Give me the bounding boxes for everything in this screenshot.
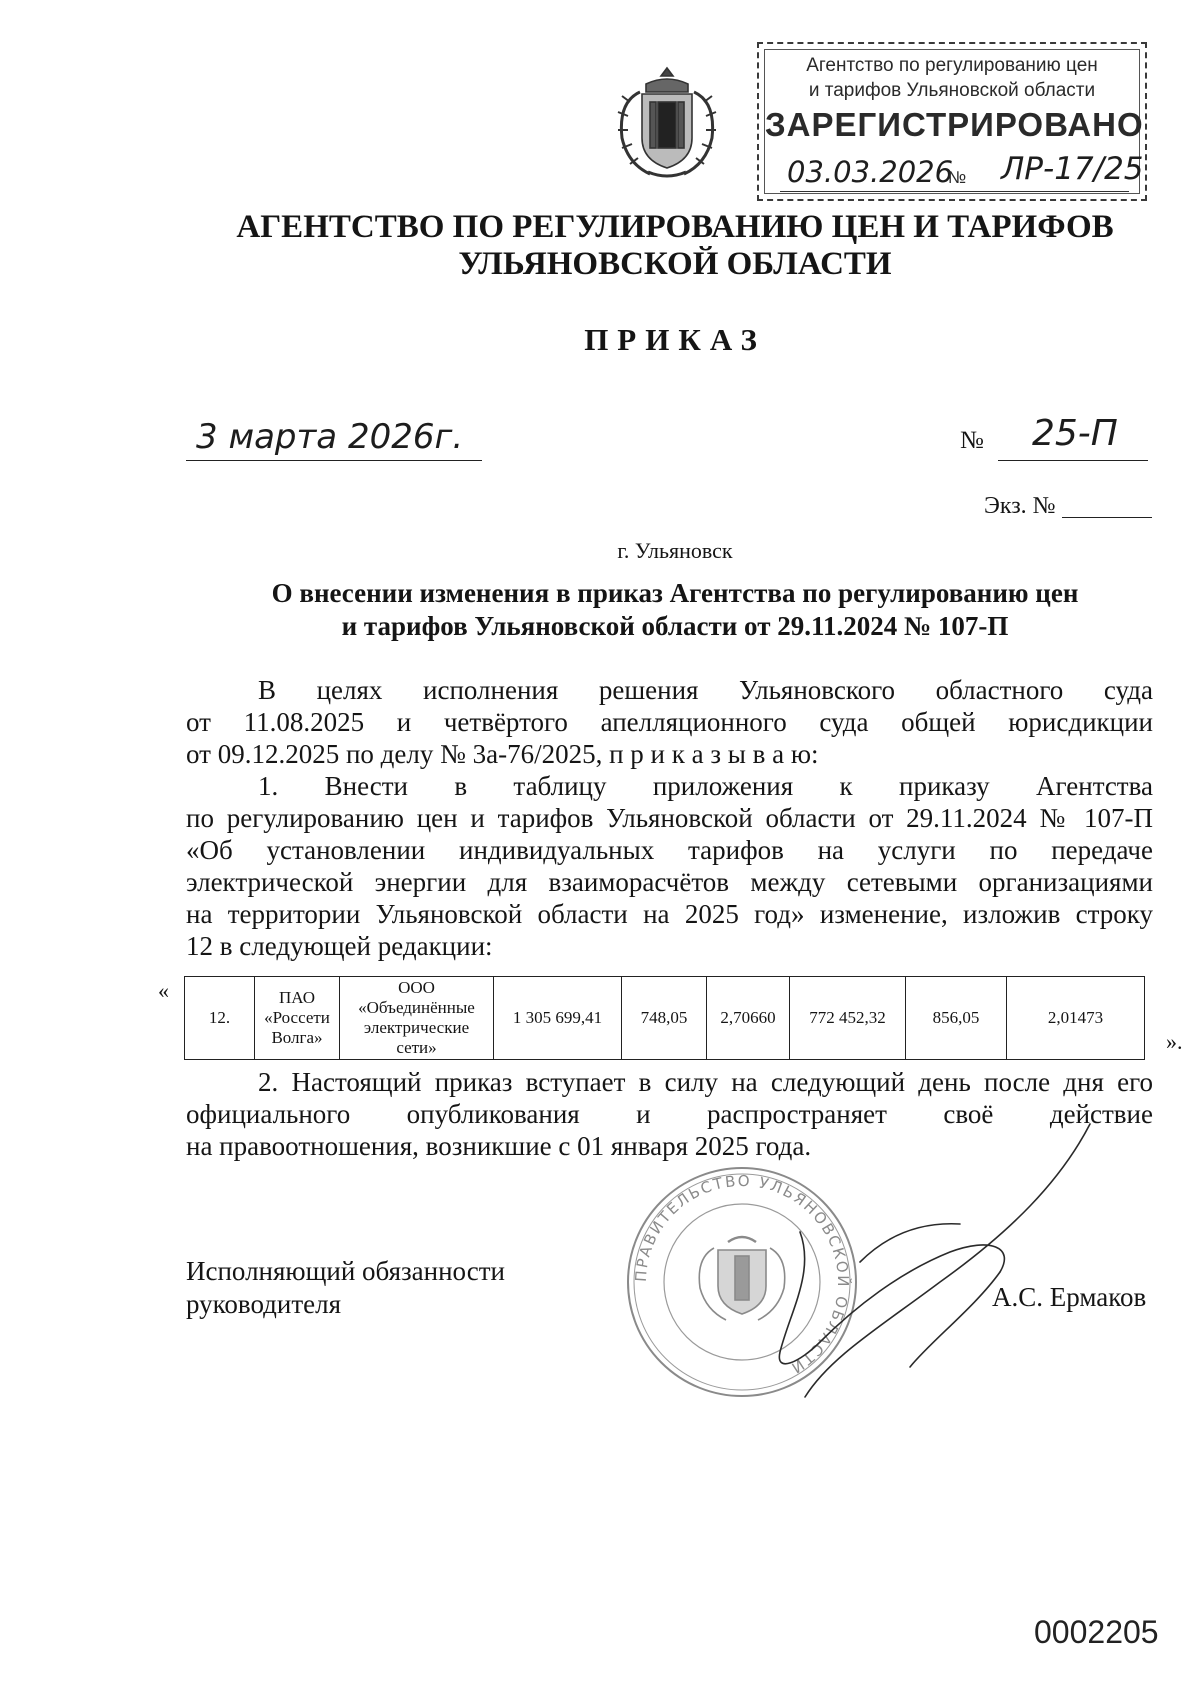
org-2-line-4: сети» [396,1038,437,1057]
subject-line-1: О внесении изменения в приказ Агентства по регулированию цен [271,578,1079,608]
tariff-table [184,976,1145,1060]
table-row [185,977,1145,1060]
handwritten-signature-icon [760,1112,1100,1412]
paragraph-1-line-1: В целях исполнения решения Ульяновского областного суда [258,675,1153,705]
stamp-date: 03.03.2026 [787,155,954,189]
paragraph-1-line-2: от 11.08.2025 и четвёртого апелляционного суда общей юрисдикции [186,707,1153,737]
stamp-number-label: № [948,168,967,187]
signer-name: А.С. Ермаков [992,1282,1147,1312]
org-2-line-1: ООО [398,978,435,997]
signer-title-line-2: руководителя [186,1289,342,1319]
cell-value-4: 772 452,32 [790,977,906,1060]
city: г. Ульяновск [617,538,733,563]
copy-number-underline [1062,517,1152,518]
document-serial-number: 0002205 [1034,1614,1159,1650]
paragraph-3-line-3: на правоотношения, возникшие с 01 января 2025 года. [186,1131,812,1161]
cell-value-6: 2,01473 [1007,977,1145,1060]
cell-org-1 [255,977,340,1060]
cell-row-number: 12. [185,977,255,1060]
stamp-inner-border [764,49,1144,194]
paragraph-2-line-5: на территории Ульяновской области на 2025 год» изменение, изложив строку [186,899,1153,929]
handwritten-order-number: 25-П [1032,413,1118,454]
cell-org-2 [340,977,494,1060]
paragraph-2-line-1: 1. Внести в таблицу приложения к приказу Агентства [258,771,1153,801]
paragraph-3-line-2: официального опубликования и распространяет своё действие [186,1099,1153,1129]
stamp-underline [780,191,1129,192]
cell-value-1: 1 305 699,41 [494,977,622,1060]
order-number-label: № [960,427,984,454]
document-type: ПРИКАЗ [584,322,766,357]
paragraph-1-line-3: от 09.12.2025 по делу № 3а-76/2025, п р и к а з ы в а ю: [186,739,819,769]
org-2-line-3: электрические [363,1018,470,1037]
org-1-line-1: ПАО [279,988,315,1007]
seal-ring-text: ПРАВИТЕЛЬСТВО УЛЬЯНОВСКОЙ ОБЛАСТИ [631,1171,853,1378]
copy-number-label: Экз. № [984,493,1056,519]
table-quote-close: ». [1166,1029,1183,1054]
number-underline [998,460,1148,461]
org-2-line-2: «Объединённые [358,998,475,1017]
paragraph-3-line-1: 2. Настоящий приказ вступает в силу на следующий день после дня его [258,1067,1153,1097]
org-1-line-3: Волга» [271,1028,323,1047]
stamp-agency-line-2: и тарифов Ульяновской области [808,80,1096,101]
registration-stamp [757,42,1147,201]
table-quote-open: « [158,978,169,1003]
paragraph-2-line-6: 12 в следующей редакции: [186,931,493,961]
signer-title-line-1: Исполняющий обязанности [186,1256,505,1286]
stamp-agency-line-1: Агентство по регулированию цен [806,55,1098,76]
paragraph-2-line-2: по регулированию цен и тарифов Ульяновской области от 29.11.2024 № 107-П [186,803,1153,833]
stamp-status: ЗАРЕГИСТРИРОВАНО [765,106,1144,143]
agency-title-line-1: АГЕНТСТВО ПО РЕГУЛИРОВАНИЮ ЦЕН И ТАРИФОВ [236,209,1114,245]
cell-value-3: 2,70660 [707,977,790,1060]
paragraph-2-line-3: «Об установлении индивидуальных тарифов на услуги по передаче [186,835,1153,865]
cell-value-5: 856,05 [906,977,1007,1060]
paragraph-2-line-4: электрической энергии для взаиморасчётов между сетевыми организациями [186,867,1153,897]
coat-of-arms-icon [612,62,722,180]
org-1-line-2: «Россети [264,1008,330,1027]
date-underline [186,460,482,461]
subject-line-2: и тарифов Ульяновской области от 29.11.2024 № 107-П [341,611,1009,641]
handwritten-date: 3 марта 2026г. [196,417,464,457]
agency-title-line-2: УЛЬЯНОВСКОЙ ОБЛАСТИ [458,246,892,282]
cell-value-2: 748,05 [622,977,707,1060]
stamp-number: ЛР-17/25 [1001,151,1144,187]
